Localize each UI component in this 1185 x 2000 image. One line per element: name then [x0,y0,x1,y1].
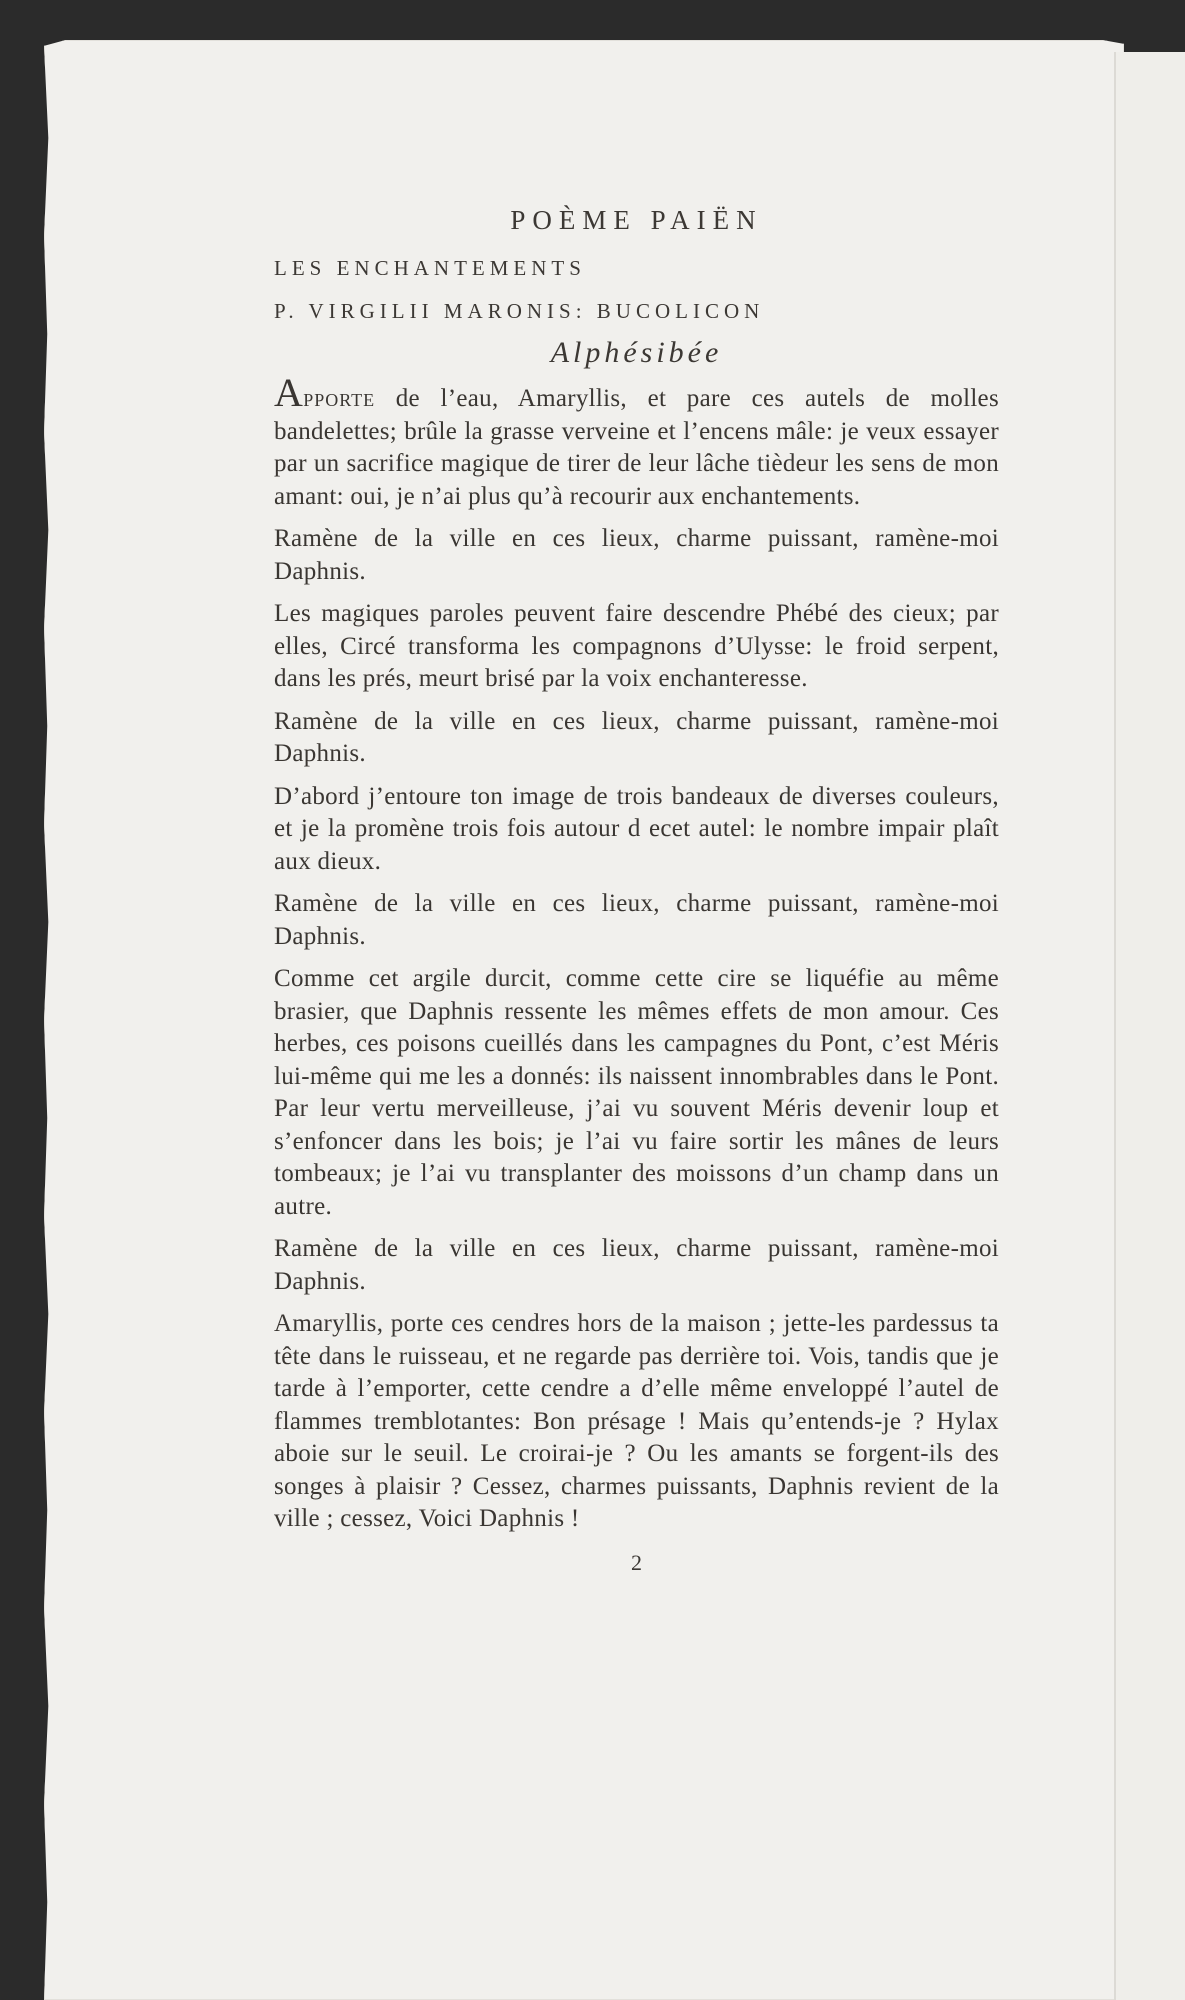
first-paragraph-text: de l’eau, Amaryllis, et pare ces autels de molles bandelettes; brûle la grasse verveine et l’encens mâle: je veux essayer par un sacrifice magique de tirer de leur lâche tièdeur les sens de mon amant: oui, je n’ai plus qu’à recourir aux enchantements. [274,385,999,510]
paragraph-refrain: Ramène de la ville en ces lieux, charme puissant, ramène-moi Daphnis. [274,525,999,585]
drop-cap: A [274,370,304,415]
opening-word-smallcaps: pporte [303,385,376,412]
section-title: Alphésibée [550,336,723,369]
paragraph: D’abord j’entoure ton image de trois bandeaux de diverses couleurs, et je la promène trois fois autour d ecet autel: le nombre impair plaît aux dieux. [274,782,999,875]
paragraph-refrain: Ramène de la ville en ces lieux, charme puissant, ramène-moi Daphnis. [274,1235,999,1295]
paragraph-refrain: Ramène de la ville en ces lieux, charme puissant, ramène-moi Daphnis. [274,890,999,950]
source-line: P. VIRGILII MARONIS: BUCOLICON [274,299,765,323]
page-number: 2 [631,1549,642,1575]
paragraph: Les magiques paroles peuvent faire descendre Phébé des cieux; par elles, Circé transforma les compagnons d’Ulysse: le froid serpent, dans les prés, meurt brisé par la voix enchanteresse. [274,600,999,692]
chapter-title: LES ENCHANTEMENTS [274,256,586,280]
adjacent-page-edge [1114,52,1185,2000]
paragraph-refrain: Ramène de la ville en ces lieux, charme puissant, ramène-moi Daphnis. [274,707,999,767]
poem-title: POÈME PAIËN [510,205,763,235]
first-paragraph [274,370,999,513]
text-block [274,205,999,1576]
paragraph: Comme cet argile durcit, comme cette cire se liquéfie au même brasier, que Daphnis ressente les mêmes effets de mon amour. Ces herbes, ces poisons cueillés dans les campagnes du Pont, c’est Méris lui-même qui me les a donnés: ils naissent innombrables dans le Pont. Par leur vertu merveilleuse, j’ai vu souvent Méris devenir loup et s’enfoncer dans les bois; je l’ai vu faire sortir les mânes de leurs tombeaux; je l’ai vu transplanter des moissons d’un champ dans un autre. [274,965,999,1220]
paragraph: Amaryllis, porte ces cendres hors de la maison ; jette-les pardessus ta tête dans le ruisseau, et ne regarde pas derrière toi. Vois, tandis que je tarde à l’emporter, cette cendre a d’elle même enveloppé l’autel de flammes tremblotantes: Bon présage ! Mais qu’entends-je ? Hylax aboie sur le seuil. Le croirai-je ? Ou les amants se forgent-ils des songes à plaisir ? Cessez, charmes puissants, Daphnis revient de la ville ; cessez, Voici Daphnis ! [274,1310,999,1532]
